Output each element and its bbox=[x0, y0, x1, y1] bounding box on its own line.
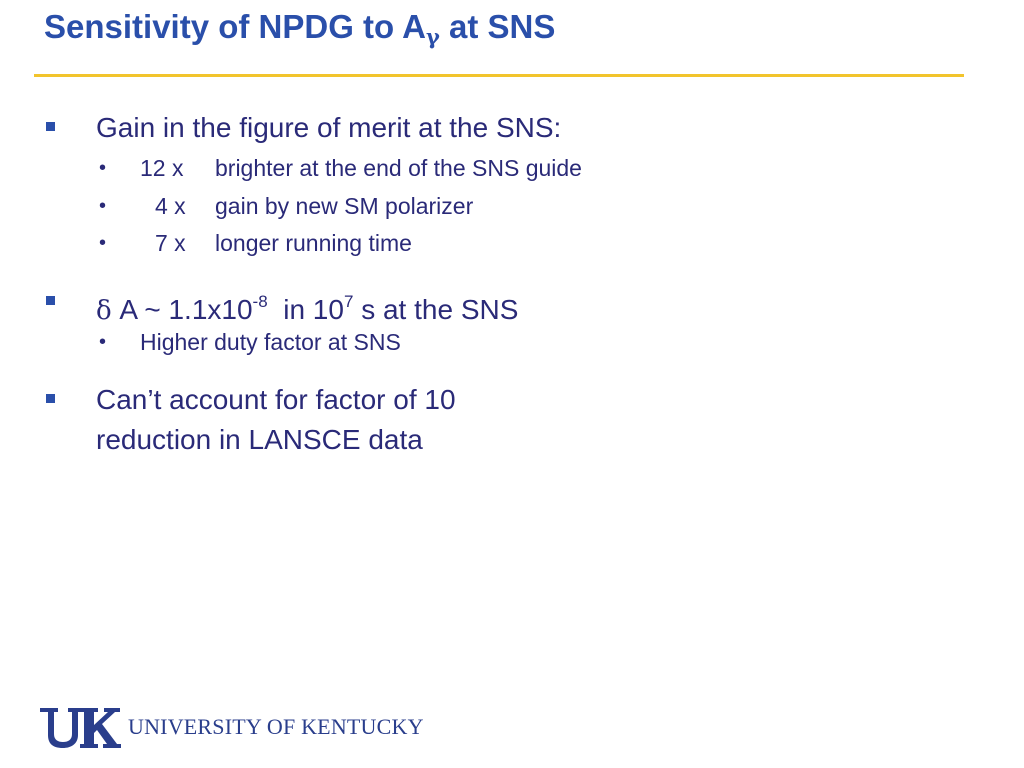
uk-logo-icon bbox=[38, 704, 122, 750]
university-name: UNIVERSITY OF KENTUCKY bbox=[128, 714, 424, 739]
bullet-line-2: reduction in LANSCE data bbox=[96, 424, 423, 455]
dot-bullet-icon: • bbox=[99, 195, 107, 217]
title-suffix: at SNS bbox=[439, 8, 556, 45]
multiplier: 7 x bbox=[155, 230, 186, 256]
square-bullet-icon bbox=[46, 394, 55, 403]
dot-bullet-icon: • bbox=[99, 232, 107, 254]
sub-bullet-duty-factor bbox=[99, 327, 401, 357]
bullet-line-1: Can’t account for factor of 10 bbox=[96, 384, 456, 415]
dot-bullet-icon: • bbox=[99, 157, 107, 179]
title-subscript: γ bbox=[425, 24, 440, 49]
sub-bullet-brighter bbox=[99, 153, 582, 183]
multiplier: 12 x bbox=[140, 155, 184, 181]
bullet-text: Gain in the figure of merit at the SNS: bbox=[96, 112, 562, 143]
bullet-delta-a bbox=[96, 282, 518, 331]
sub-bullet-text: brighter at the end of the SNS guide bbox=[215, 155, 582, 181]
square-bullet-icon bbox=[46, 122, 55, 131]
sub-bullet-text: gain by new SM polarizer bbox=[215, 193, 474, 219]
delta-a-mid: in 10 bbox=[267, 294, 344, 325]
multiplier: 4 x bbox=[155, 193, 186, 219]
sub-bullet-text: Higher duty factor at SNS bbox=[140, 329, 401, 355]
square-bullet-icon bbox=[46, 296, 55, 305]
delta-a-post: s at the SNS bbox=[353, 294, 519, 325]
exponent-seven: 7 bbox=[343, 292, 354, 311]
sub-bullet-running-time bbox=[99, 228, 412, 258]
footer-logo bbox=[38, 703, 424, 751]
title-text: Sensitivity of NPDG to A bbox=[44, 8, 426, 45]
delta-a-text: A ~ 1.1x10 bbox=[111, 294, 253, 325]
bullet-lansce bbox=[96, 380, 456, 460]
bullet-gain bbox=[96, 108, 561, 148]
dot-bullet-icon: • bbox=[99, 331, 107, 353]
delta-symbol: δ bbox=[96, 296, 112, 326]
exponent-minus-eight: -8 bbox=[252, 292, 268, 311]
sub-bullet-polarizer bbox=[99, 191, 474, 221]
sub-bullet-text: longer running time bbox=[215, 230, 412, 256]
